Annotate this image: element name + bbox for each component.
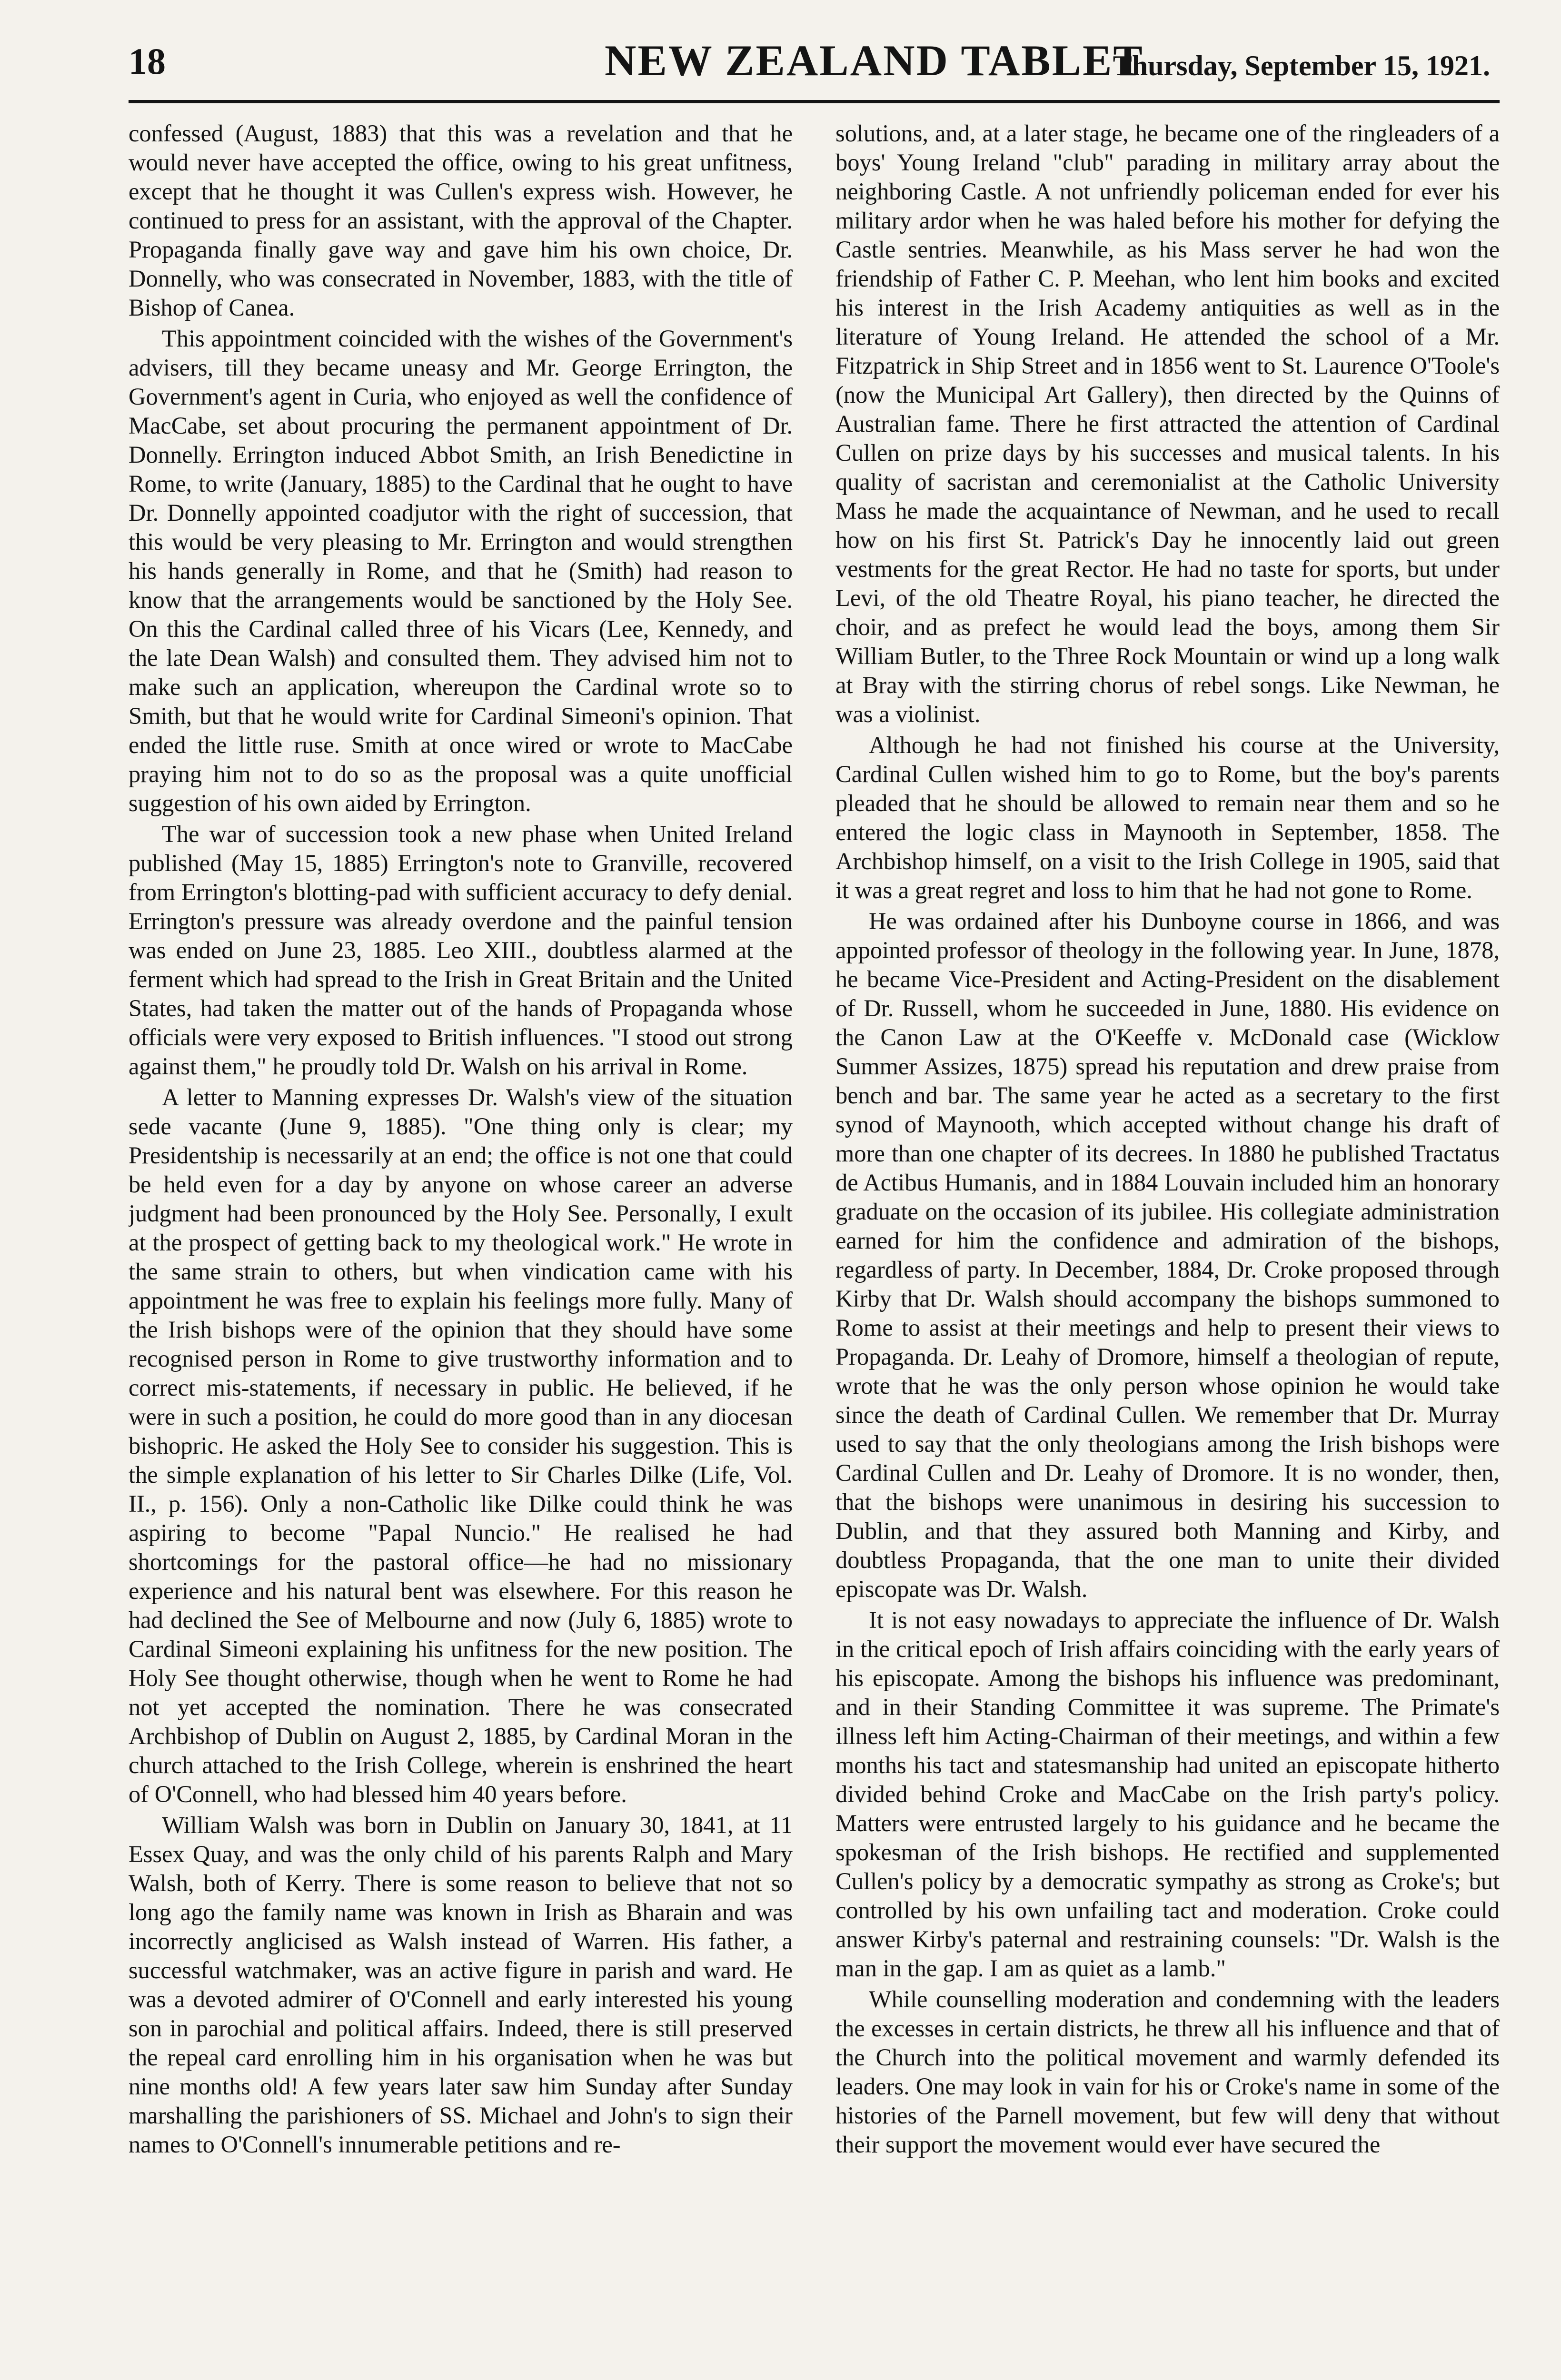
article-paragraph: A letter to Manning expresses Dr. Walsh's view of the situation sede vacante (June 9, 1885). "One thing only is clear; my Presidentship is necessarily at an end; the office is not one that could be held even for a day by anyone on whose career an adverse judgment had been pronounced by the Holy See. Personally, I exult at the prospect of getting back to my theological work." He wrote in the same strain to others, but when vindication came with his appointment he was free to explain his feelings more fully. Many of the Irish bishops were of the opinion that they should have some recognised person in Rome to give trustworthy information and to correct mis-statements, if necessary in public. He believed, if he were in such a position, he could do more good than in any diocesan bishopric. He asked the Holy See to consider his suggestion. This is the simple explanation of his letter to Sir Charles Dilke (Life, Vol. II., p. 156). Only a non-Catholic like Dilke could think he was aspiring to become "Papal Nuncio." He realised he had shortcomings for the pastoral office—he had no missionary experience and his natural bent was elsewhere. For this reason he had declined the See of Melbourne and now (July 6, 1885) wrote to Cardinal Simeoni explaining his unfitness for the new position. The Holy See thought otherwise, though when he went to Rome he had not yet accepted the nomination. There he was consecrated Archbishop of Dublin on August 2, 1885, by Cardinal Moran in the church attached to the Irish College, wherein is enshrined the heart of O'Connell, who had blessed him 40 years before. [129,1084,793,1807]
article-paragraph: He was ordained after his Dunboyne course in 1866, and was appointed professor of theology in the following year. In June, 1878, he became Vice-President and Acting-President on the disablement of Dr. Russell, whom he succeeded in June, 1880. His evidence on the Canon Law at the O'Keeffe v. McDonald case (Wicklow Summer Assizes, 1875) spread his reputation and drew praise from bench and bar. The same year he acted as a secretary to the first synod of Maynooth, which accepted without change his draft of more than one chapter of its decrees. In 1880 he published Tractatus de Actibus Humanis, and in 1884 Louvain included him an honorary graduate on the occasion of its jubilee. His collegiate administration earned for him the confidence and admiration of the bishops, regardless of party. In December, 1884, Dr. Croke proposed through Kirby that Dr. Walsh should accompany the bishops summoned to Rome to assist at their meetings and help to present their views to Propaganda. Dr. Leahy of Dromore, himself a theologian of repute, wrote that he was the only person whose opinion he would take since the death of Cardinal Cullen. We remember that Dr. Murray used to say that the only theologians among the Irish bishops were Cardinal Cullen and Dr. Leahy of Dromore. It is no wonder, then, that the bishops were unanimous in desiring his succession to Dublin, and that they assured both Manning and Kirby, and doubtless Propaganda, that the one man to unite their divided episcopate was Dr. Walsh. [835,908,1500,1602]
article-paragraph: confessed (August, 1883) that this was a revelation and that he would never have accepted the office, owing to his great unfitness, except that he thought it was Cullen's express wish. However, he continued to press for an assistant, with the approval of the Chapter. Propaganda finally gave way and gave him his own choice, Dr. Donnelly, who was consecrated in November, 1883, with the title of Bishop of Canea. [129,120,793,321]
issue-date: Thursday, September 15, 1921. [1113,50,1490,81]
article-paragraph: It is not easy nowadays to appreciate the influence of Dr. Walsh in the critical epoch of Irish affairs coinciding with the early years of his episcopate. Among the bishops his influence was predominant, and in their Standing Committee it was supreme. The Primate's illness left him Acting-Chairman of their meetings, and within a few months his tact and statesmanship had united an episcopate hitherto divided behind Croke and MacCabe on the Irish party's policy. Matters were entrusted largely to his guidance and he became the spokesman of the Irish bishops. He rectified and supplemented Cullen's policy by a democratic sympathy as strong as Croke's; but controlled by his own unfailing tact and moderation. Croke could answer Kirby's paternal and restraining counsels: "Dr. Walsh is the man in the gap. I am as quiet as a lamb." [835,1606,1500,1982]
article-paragraph: This appointment coincided with the wishes of the Government's advisers, till they became uneasy and Mr. George Errington, the Government's agent in Curia, who enjoyed as well the confidence of MacCabe, set about procuring the permanent appointment of Dr. Donnelly. Errington induced Abbot Smith, an Irish Benedictine in Rome, to write (January, 1885) to the Cardinal that he ought to have Dr. Donnelly appointed coadjutor with the right of succession, that this would be very pleasing to Mr. Errington and would strengthen his hands generally in Rome, and that he (Smith) had reason to know that the arrangements would be sanctioned by the Holy See. On this the Cardinal called three of his Vicars (Lee, Kennedy, and the late Dean Walsh) and consulted them. They advised him not to make such an application, whereupon the Cardinal wrote so to Smith, but that he would write for Cardinal Simeoni's opinion. That ended the little ruse. Smith at once wired or wrote to MacCabe praying him not to do so as the proposal was a quite unofficial suggestion of his own aided by Errington. [129,325,793,816]
page-number: 18 [129,40,166,82]
article-paragraph: While counselling moderation and condemning with the leaders the excesses in certain districts, he threw all his influence and that of the Church into the political movement and warmly defended its leaders. One may look in vain for his or Croke's name in some of the histories of the Parnell movement, but few will deny that without their support the movement would ever have secured the [835,1986,1500,2158]
article-paragraph: Although he had not finished his course at the University, Cardinal Cullen wished him to go to Rome, but the boy's parents pleaded that he should be allowed to remain near them and so he entered the logic class in Maynooth in September, 1858. The Archbishop himself, on a visit to the Irish College in 1905, said that it was a great regret and loss to him that he had not gone to Rome. [835,732,1500,903]
article-paragraph: The war of succession took a new phase when United Ireland published (May 15, 1885) Errington's note to Granville, recovered from Errington's blotting-pad with sufficient accuracy to defy denial. Errington's pressure was already overdone and the painful tension was ended on June 23, 1885. Leo XIII., doubtless alarmed at the ferment which had spread to the Irish in Great Britain and the United States, had taken the matter out of the hands of Propaganda whose officials were very exposed to British influences. "I stood out strong against them," he proudly told Dr. Walsh on his arrival in Rome. [129,821,793,1080]
right-article-column [835,119,1500,2380]
page-header [129,33,1500,103]
article-paragraph: William Walsh was born in Dublin on January 30, 1841, at 11 Essex Quay, and was the only child of his parents Ralph and Mary Walsh, both of Kerry. There is some reason to believe that not so long ago the family name was known in Irish as Bharain and was incorrectly anglicised as Walsh instead of Warren. His father, a successful watchmaker, was an active figure in parish and ward. He was a devoted admirer of O'Connell and early interested his young son in parochial and political affairs. Indeed, there is still preserved the repeal card enrolling him in his organisation when he was but nine months old! A few years later saw him Sunday after Sunday marshalling the parishioners of SS. Michael and John's to sign their names to O'Connell's innumerable petitions and re- [129,1812,793,2158]
masthead-title: NEW ZEALAND TABLET [605,36,1144,85]
article-paragraph: solutions, and, at a later stage, he became one of the ringleaders of a boys' Young Ireland "club" parading in military array about the neighboring Castle. A not unfriendly policeman ended for ever his military ardor when he was haled before his mother for defying the Castle sentries. Meanwhile, as his Mass server he had won the friendship of Father C. P. Meehan, who lent him books and excited his interest in the Irish Academy antiquities as well as in the literature of Young Ireland. He attended the school of a Mr. Fitzpatrick in Ship Street and in 1856 went to St. Laurence O'Toole's (now the Municipal Art Gallery), then directed by the Quinns of Australian fame. There he first attracted the attention of Cardinal Cullen on prize days by his successes and musical talents. In his quality of sacristan and ceremonialist at the Catholic University Mass he made the acquaintance of Newman, and he used to recall how on his first St. Patrick's Day he innocently laid out green vestments for the great Rector. He had no taste for sports, but under Levi, of the old Theatre Royal, his piano teacher, he directed the choir, and as prefect he would lead the boys, among them Sir William Butler, to the Three Rock Mountain or wind up a long walk at Bray with the stirring chorus of rebel songs. Like Newman, he was a violinist. [835,120,1500,727]
left-article-column [129,119,793,2380]
